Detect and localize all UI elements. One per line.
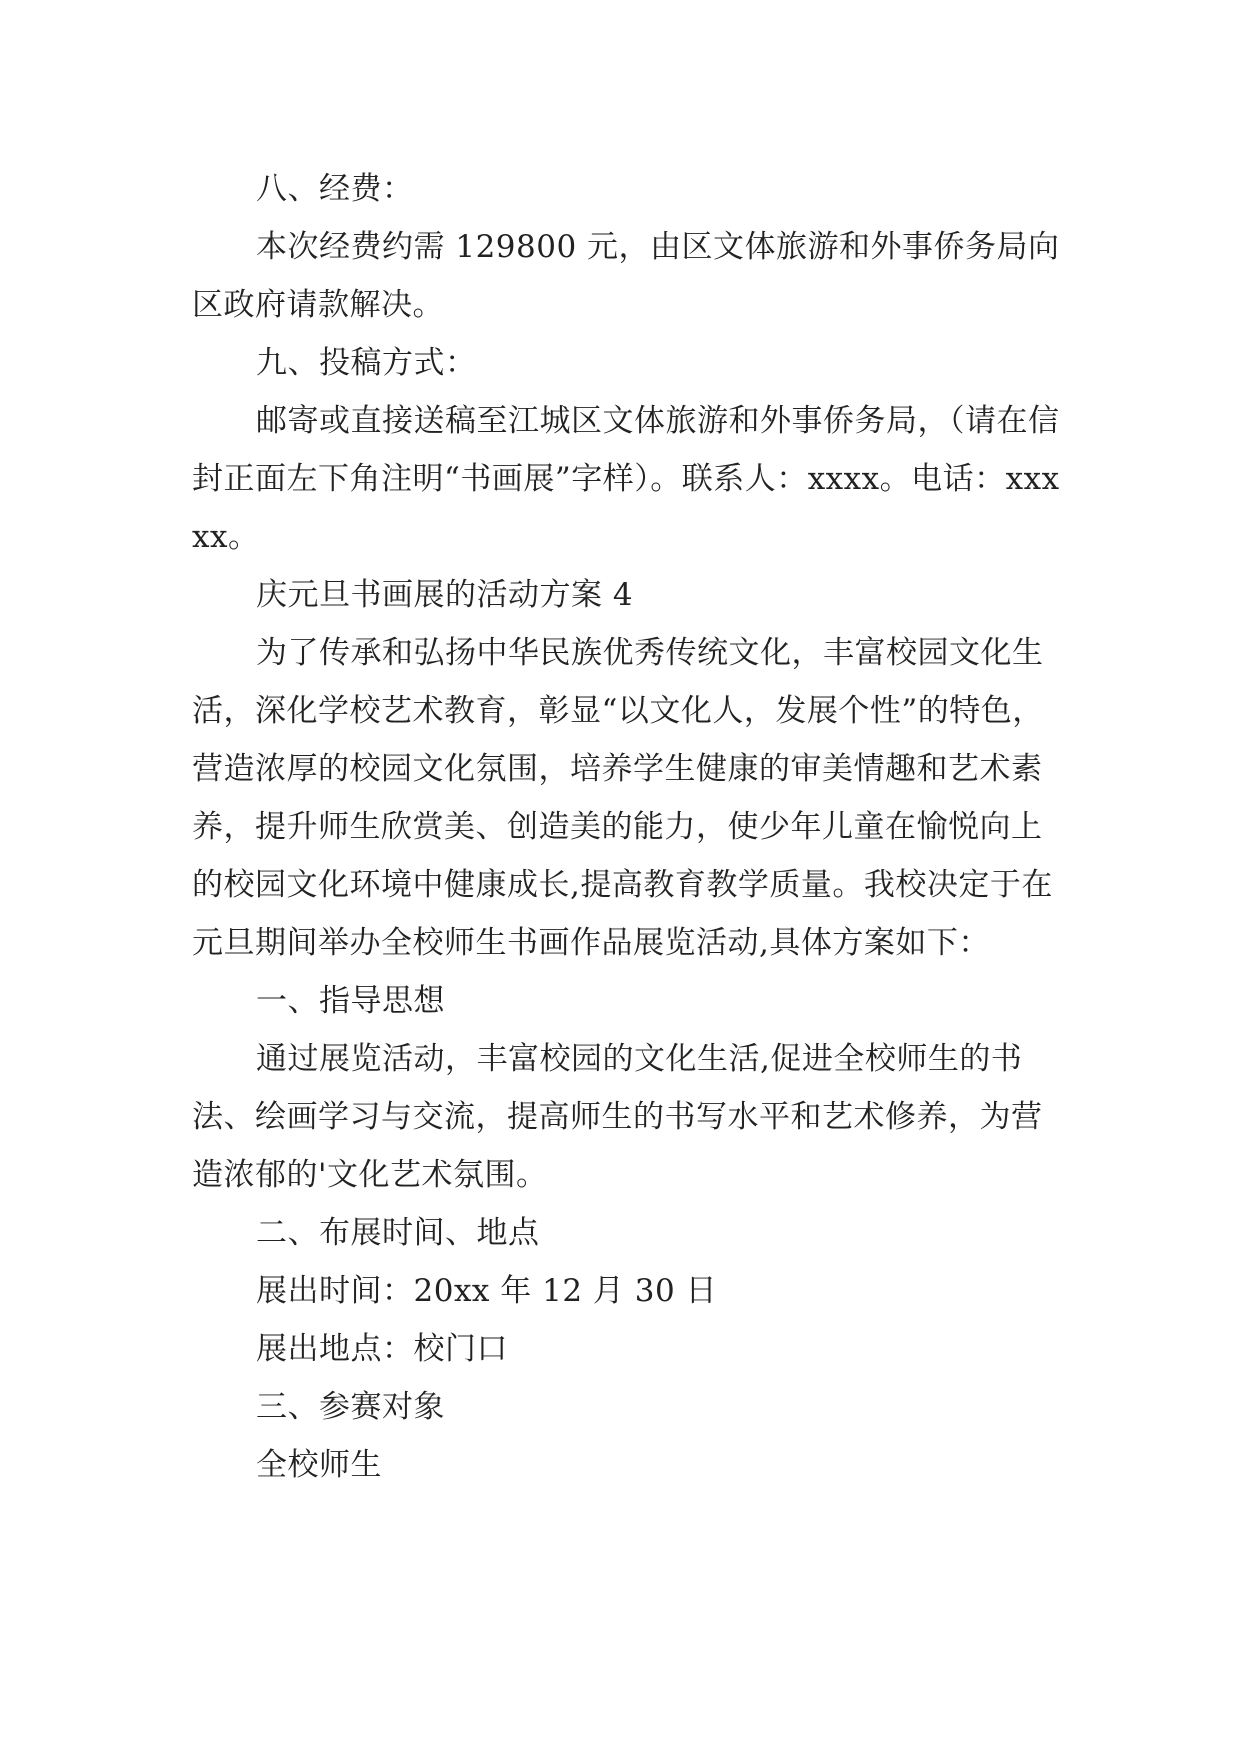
paragraph-submission: 邮寄或直接送稿至江城区文体旅游和外事侨务局，（请在信封正面左下角注明“书画展”字样）。联系人：xxxx。电话：xxxxx。 bbox=[192, 403, 1060, 555]
heading-guiding-ideology: 一、指导思想 bbox=[256, 983, 445, 1019]
heading-participants: 三、参赛对象 bbox=[256, 1389, 445, 1425]
participants: 全校师生 bbox=[256, 1447, 382, 1483]
heading-time-place: 二、布展时间、地点 bbox=[256, 1215, 540, 1251]
document-body bbox=[192, 160, 1062, 1494]
paragraph-intro: 为了传承和弘扬中华民族优秀传统文化，丰富校园文化生活，深化学校艺术教育，彰显“以文化人，发展个性”的特色，营造浓厚的校园文化氛围，培养学生健康的审美情趣和艺术素养，提升师生欣赏美、创造美的能力，使少年儿童在愉悦向上的校园文化环境中健康成长,提高教育教学质量。我校决定于在元旦期间举办全校师生书画作品展览活动,具体方案如下： bbox=[192, 635, 1053, 961]
paragraph-funding: 本次经费约需 129800 元，由区文体旅游和外事侨务局向区政府请款解决。 bbox=[192, 229, 1060, 323]
exhibition-time: 展出时间：20xx 年 12 月 30 日 bbox=[256, 1273, 718, 1309]
exhibition-place: 展出地点：校门口 bbox=[256, 1331, 508, 1367]
heading-funding: 八、经费： bbox=[256, 171, 414, 207]
paragraph-guiding-ideology: 通过展览活动，丰富校园的文化生活,促进全校师生的书法、绘画学习与交流，提高师生的书写水平和艺术修养，为营造浓郁的'文化艺术氛围。 bbox=[192, 1041, 1043, 1193]
heading-submission: 九、投稿方式： bbox=[256, 345, 477, 381]
section-title-plan-4: 庆元旦书画展的活动方案 4 bbox=[256, 577, 634, 613]
